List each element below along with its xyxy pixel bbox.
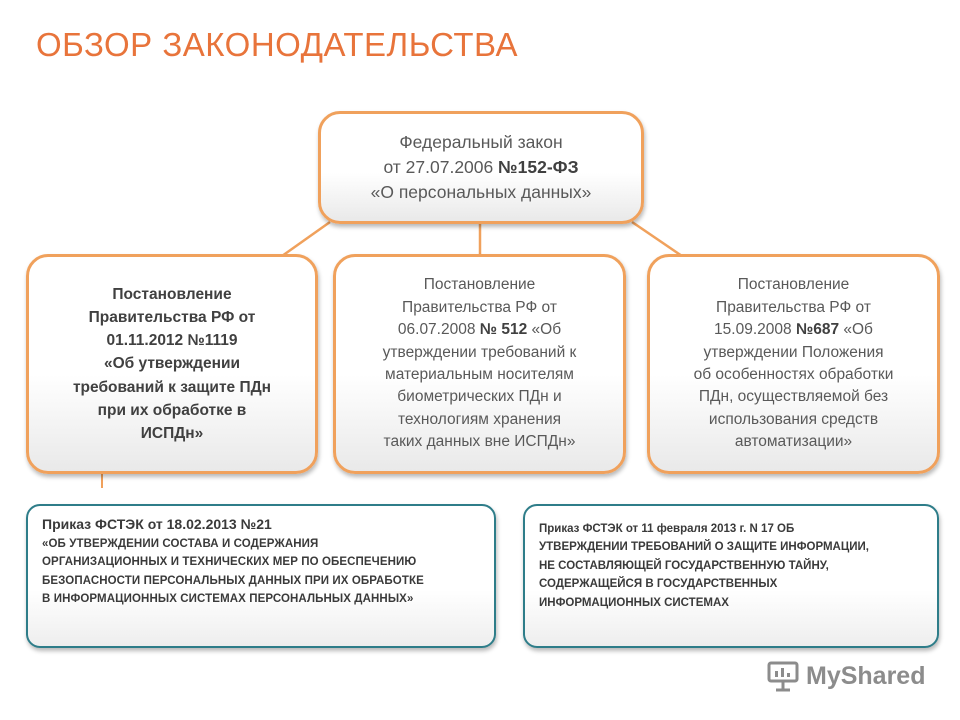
- decree-box-687: [647, 254, 940, 474]
- decree3-line5: об особенностях обработки: [693, 366, 894, 383]
- decree1-line7: ИСПДн»: [140, 425, 204, 443]
- order-box-fstek-21: [26, 504, 496, 648]
- decree2-line4: утверждении требований к: [382, 343, 577, 361]
- order-box-fstek-17: [523, 504, 939, 648]
- order2-line3: НЕ СОСТАВЛЯЮЩЕЙ ГОСУДАРСТВЕННУЮ ТАЙНУ,: [539, 559, 829, 572]
- decree1-line4: «Об утверждении: [103, 355, 241, 373]
- decree3-line1: Постановление: [737, 276, 850, 294]
- decree2-line1: Постановление: [423, 276, 536, 294]
- decree2-number: № 512: [479, 321, 528, 339]
- decree-box-1119: [26, 254, 318, 474]
- decree2-line2: Правительства РФ от: [402, 298, 557, 316]
- law-line3: «О персональных данных»: [370, 181, 592, 202]
- decree1-line2: Правительства РФ от: [88, 308, 256, 326]
- order1-line1: «ОБ УТВЕРЖДЕНИИ СОСТАВА И СОДЕРЖАНИЯ: [42, 538, 319, 550]
- decree2-date: 06.07.2008: [397, 321, 480, 339]
- page-title: ОБЗОР ЗАКОНОДАТЕЛЬСТВА: [36, 26, 518, 63]
- decree2-line6: биометрических ПДн и: [397, 388, 562, 406]
- decree3-line6: ПДн, осуществляемой без: [698, 388, 889, 406]
- decree1-line3: 01.11.2012 №1119: [106, 332, 238, 350]
- law-date: от 27.07.2006: [383, 157, 499, 178]
- law-line1: Федеральный закон: [399, 132, 563, 153]
- decree3-date: 15.09.2008: [714, 321, 796, 339]
- decree3-line4: утверждении Положения: [703, 343, 884, 361]
- law-line2: [371, 155, 592, 180]
- watermark-text: MyShared: [806, 661, 926, 690]
- connector-right: [632, 222, 682, 256]
- order2-line1: Приказ ФСТЭК от 11 февраля 2013 г. N 17 ОБ: [539, 523, 795, 535]
- presentation-icon: [766, 659, 800, 693]
- order2-line4: СОДЕРЖАЩЕЙСЯ В ГОСУДАРСТВЕННЫХ: [539, 578, 778, 591]
- decree2-line3-suffix: «Об: [527, 321, 562, 339]
- decree3-line3-suffix: «Об: [839, 321, 873, 339]
- decree3-line3: [694, 319, 894, 341]
- decree2-line8: таких данных вне ИСПДн»: [383, 433, 576, 451]
- order1-line3: БЕЗОПАСНОСТИ ПЕРСОНАЛЬНЫХ ДАННЫХ ПРИ ИХ ОБРАБОТКЕ: [42, 574, 424, 587]
- order1-head: Приказ ФСТЭК от 18.02.2013 №21: [42, 516, 272, 532]
- order1-line2: ОРГАНИЗАЦИОННЫХ И ТЕХНИЧЕСКИХ МЕР ПО ОБЕСПЕЧЕНИЮ: [42, 556, 417, 569]
- order1-line4: В ИНФОРМАЦИОННЫХ СИСТЕМАХ ПЕРСОНАЛЬНЫХ ДАННЫХ»: [42, 593, 414, 606]
- order2-line2: УТВЕРЖДЕНИИ ТРЕБОВАНИЙ О ЗАЩИТЕ ИНФОРМАЦИИ,: [539, 541, 869, 554]
- decree3-number: №687: [795, 321, 840, 339]
- connector-left: [282, 222, 330, 256]
- decree3-line7: использования средств: [708, 410, 879, 428]
- decree1-line5: требований к защите ПДн: [72, 378, 272, 396]
- decree1-line1: Постановление: [112, 285, 232, 303]
- decree3-line2: Правительства РФ от: [716, 298, 871, 316]
- decree2-line5: материальным носителям: [385, 366, 574, 383]
- federal-law-box: [318, 111, 644, 224]
- decree2-line7: технологиям хранения: [397, 410, 562, 428]
- decree2-line3: [383, 319, 577, 341]
- law-number: №152-ФЗ: [498, 157, 579, 178]
- decree1-line6: при их обработке в: [97, 401, 247, 419]
- order2-line5: ИНФОРМАЦИОННЫХ СИСТЕМАХ: [539, 596, 729, 609]
- decree-box-512: [333, 254, 626, 474]
- decree3-line8: автоматизации»: [734, 433, 853, 451]
- watermark-logo: [766, 656, 925, 696]
